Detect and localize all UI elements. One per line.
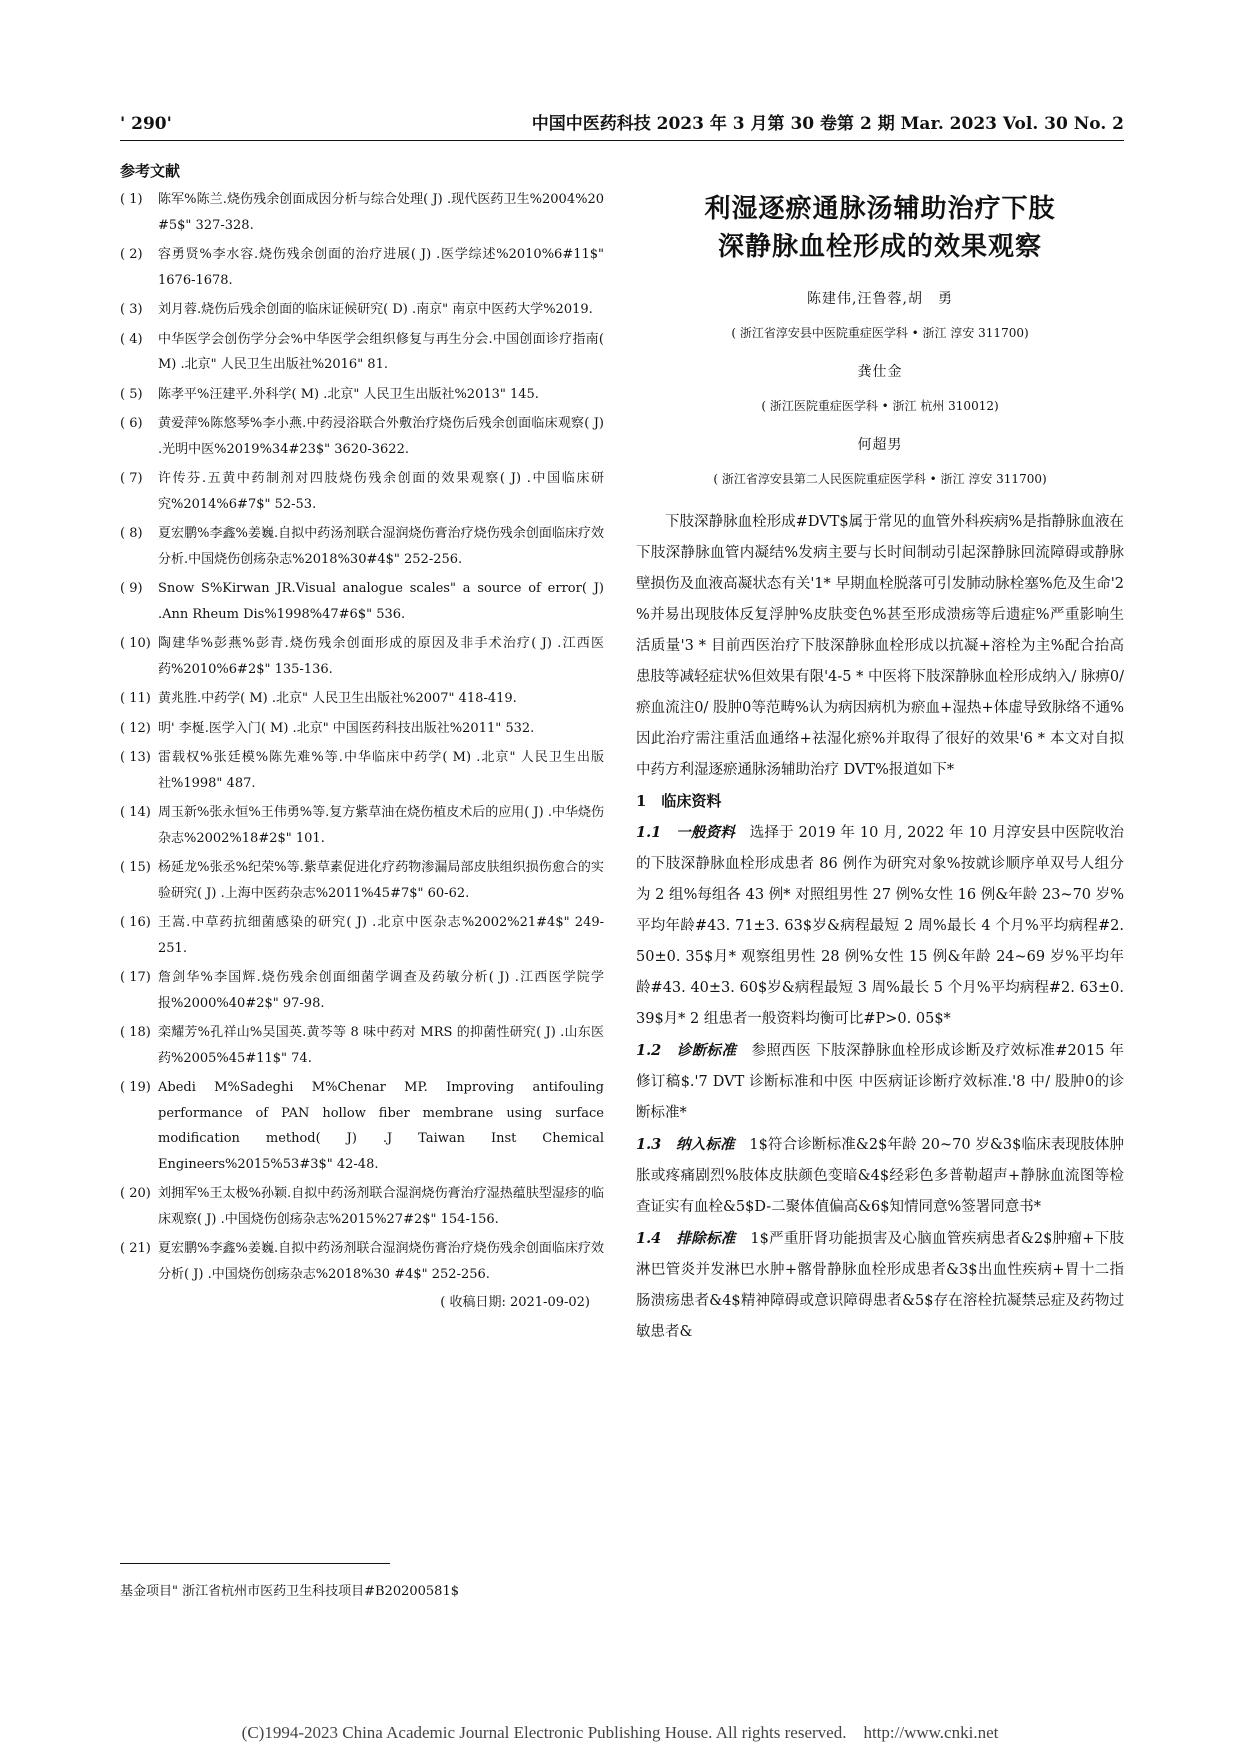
subsection-label: 1.4 排除标准: [636, 1230, 736, 1247]
reference-number: ( 10): [120, 636, 151, 651]
running-header: [120, 104, 1124, 134]
reference-text: 夏宏鹏%李鑫%姜巍.自拟中药汤剂联合湿润烧伤膏治疗烧伤残余创面临床疗效分析.中国烧伤创疡杂志%2018%30#4$" 252-256.: [158, 526, 604, 567]
journal-citation: 中国中医药科技 2023 年 3 月第 30 卷第 2 期 Mar. 2023 Vol. 30 No. 2: [531, 114, 1124, 134]
reference-number: ( 15): [120, 860, 151, 875]
right-column: [636, 190, 1124, 1348]
subsection-paragraph: [636, 1035, 1124, 1129]
article-title-line: 利湿逐瘀通脉汤辅助治疗下肢: [704, 194, 1056, 224]
reference-number: ( 7): [120, 471, 143, 486]
reference-item: [120, 745, 604, 796]
reference-text: 容勇贤%李水容.烧伤残余创面的治疗进展( J) .医学综述%2010%6#11$" 1676-1678.: [158, 247, 604, 288]
reference-item: [120, 631, 604, 682]
author-affiliation: ( 浙江省淳安县第二人民医院重症医学科 • 浙江 淳安 311700): [713, 472, 1047, 486]
reference-item: [120, 187, 604, 238]
reference-text: 王嵩.中草药抗细菌感染的研究( J) .北京中医杂志%2002%21#4$" 249-251.: [158, 915, 604, 956]
intro-paragraph: 下肢深静脉血栓形成#DVT$属于常见的血管外科疾病%是指静脉血液在下肢深静脉血管内凝结%发病主要与长时间制动引起深静脉回流障碍或静脉壁损伤及血液高凝状态有关'1* 早期血栓脱落可引发肺动脉栓塞%危及生命'2 %并易出现肢体反复浮肿%皮肤变色%甚至形成溃疡等后遗症%严重影响生活质量'3 * 目前西医治疗下肢深静脉血栓形成以抗凝+溶栓为主%配合抬高患肢等减轻症状%但效果有限'4-5 * 中医将下肢深静脉血栓形成纳入/ 脉痹0/ 瘀血流注0/ 股肿0等范畴%认为病因病机为瘀血+湿热+体虚导致脉络不通%因此治疗需注重活血通络+祛湿化瘀%并取得了很好的效果'6 * 本文对自拟中药方利湿逐瘀通脉汤辅助治疗 DVT%报道如下*: [636, 514, 1124, 778]
reference-item: [120, 855, 604, 906]
article-title-line: 深静脉血栓形成的效果观察: [717, 232, 1042, 262]
reference-text: 周玉新%张永恒%王伟勇%等.复方紫草油在烧伤植皮术后的应用( J) .中华烧伤杂志%2002%18#2$" 101.: [158, 805, 604, 846]
footnote-rule: [120, 1563, 390, 1564]
section-heading: 1 临床资料: [636, 792, 722, 810]
reference-item: [120, 327, 604, 378]
reference-item: [120, 411, 604, 462]
reference-number: ( 6): [120, 416, 143, 431]
reference-text: 刘月蓉.烧伤后残余创面的临床证候研究( D) .南京" 南京中医药大学%2019.: [158, 302, 593, 317]
reference-text: 栾耀芳%孔祥山%吴国英.黄芩等 8 味中药对 MRS 的抑菌性研究( J) .山东医药%2005%45#11$" 74.: [158, 1025, 604, 1066]
reference-number: ( 2): [120, 247, 143, 262]
reference-text: 雷载权%张廷模%陈先难%等.中华临床中药学( M) .北京" 人民卫生出版社%1998" 487.: [158, 750, 604, 791]
reference-number: ( 1): [120, 192, 143, 207]
reference-item: [120, 1075, 604, 1177]
reference-text: 陈孝平%汪建平.外科学( M) .北京" 人民卫生出版社%2013" 145.: [158, 386, 539, 402]
reference-number: ( 9): [120, 581, 143, 596]
received-date: ( 收稿日期: 2021-09-02): [440, 1295, 590, 1310]
reference-text: 黄爱萍%陈悠琴%李小燕.中药浸浴联合外敷治疗烧伤后残余创面临床观察( J) .光明中医%2019%34#23$" 3620-3622.: [158, 416, 604, 457]
left-column: [120, 160, 604, 1310]
reference-text: 明' 李梴.医学入门( M) .北京" 中国医药科技出版社%2011" 532.: [158, 720, 535, 736]
subsection-paragraph: [636, 817, 1124, 1035]
reference-item: [120, 1020, 604, 1071]
reference-item: [120, 1181, 604, 1232]
reference-number: ( 4): [120, 331, 143, 347]
author-names: 何超男: [857, 437, 903, 453]
reference-item: [120, 521, 604, 572]
reference-text: 许传芬.五黄中药制剂对四肢烧伤残余创面的效果观察( J) .中国临床研究%2014%6#7$" 52-53.: [158, 471, 604, 512]
reference-number: ( 11): [120, 691, 151, 706]
reference-number: ( 3): [120, 302, 143, 317]
subsection-text: 1$符合诊断标准&2$年龄 20~70 岁&3$临床表现肢体肿胀或疼痛剧烈%肢体皮肤颜色变暗&4$经彩色多普勒超声+静脉血流图等检查证实有血栓&5$D-二聚体值偏高&6$知情同意%签署同意书*: [636, 1137, 1125, 1215]
reference-item: [120, 242, 604, 293]
reference-item: [120, 1236, 604, 1287]
author-names: 陈建伟,汪鲁蓉,胡 勇: [807, 291, 953, 307]
subsection-label: 1.3 纳入标准: [636, 1136, 735, 1153]
reference-item: [120, 576, 604, 627]
reference-number: ( 14): [120, 805, 151, 820]
reference-number: ( 19): [120, 1080, 151, 1095]
reference-item: [120, 686, 604, 712]
reference-text: Snow S%Kirwan JR.Visual analogue scales" a source of error( J) .Ann Rheum Dis%1998%47#6$" 536.: [158, 581, 604, 622]
subsection-text: 选择于 2019 年 10 月, 2022 年 10 月淳安县中医院收治的下肢深静脉血栓形成患者 86 例作为研究对象%按就诊顺序单双号人组分为 2 组%每组各 43 例* 对照组男性 27 例%女性 16 例&年龄 23~70 岁%平均年龄#43. 71±3. 63$岁&病程最短 2 周%最长 4 个月%平均病程#2. 50±0. 35$月* 观察组男性 28 例%女性 15 例&年龄 24~69 岁%平均年龄#43. 40±3. 60$岁&病程最短 3 周%最长 5 个月%平均病程#2. 63±0. 39$月* 2 组患者一般资料均衡可比#P>0. 05$*: [636, 825, 1124, 1027]
reference-text: Abedi M%Sadeghi M%Chenar MP. Improving antifouling performance of PAN hollow fiber membrane using surface modification method( J) .J Taiwan Inst Chemical Engineers%2015%53#3$" 42-48.: [158, 1080, 604, 1172]
subsection-label: 1.2 诊断标准: [636, 1042, 737, 1059]
author-names: 龚仕金: [857, 364, 903, 380]
reference-text: 刘拥军%王太极%孙颖.自拟中药汤剂联合湿润烧伤膏治疗湿热蕴肤型湿疹的临床观察( J) .中国烧伤创疡杂志%2015%27#2$" 154-156.: [158, 1186, 604, 1227]
references-title: 参考文献: [120, 162, 181, 180]
reference-number: ( 5): [120, 386, 143, 402]
reference-item: [120, 910, 604, 961]
reference-item: [120, 716, 604, 742]
reference-item: [120, 800, 604, 851]
page-number: ' 290': [120, 114, 172, 134]
reference-number: ( 8): [120, 526, 143, 541]
reference-text: 詹剑华%李国辉.烧伤残余创面细菌学调查及药敏分析( J) .江西医学院学报%2000%40#2$" 97-98.: [158, 970, 604, 1011]
author-affiliation: ( 浙江医院重症医学科 • 浙江 杭州 310012): [761, 399, 999, 413]
reference-item: [120, 297, 604, 323]
reference-text: 陈军%陈兰.烧伤残余创面成因分析与综合处理( J) .现代医药卫生%2004%20 #5$" 327-328.: [158, 192, 604, 233]
reference-number: ( 21): [120, 1241, 151, 1256]
reference-number: ( 13): [120, 750, 151, 765]
subsection-text: 1$严重肝肾功能损害及心脑血管疾病患者&2$肿瘤+下肢淋巴管炎并发淋巴水肿+髂骨静脉血栓形成患者&3$出血性疾病+胃十二指肠溃疡患者&4$精神障碍或意识障碍患者&5$存在溶栓抗凝禁忌症及药物过敏患者&: [636, 1231, 1124, 1340]
reference-list: [120, 187, 604, 1287]
reference-text: 夏宏鹏%李鑫%姜巍.自拟中药汤剂联合湿润烧伤膏治疗烧伤残余创面临床疗效分析( J) .中国烧伤创疡杂志%2018%30 #4$" 252-256.: [158, 1241, 604, 1282]
reference-number: ( 12): [120, 720, 151, 736]
funding-footnote: 基金项目" 浙江省杭州市医药卫生科技项目#B20200581$: [120, 1584, 459, 1599]
subsection-label: 1.1 一般资料: [636, 824, 735, 841]
article-title: [636, 190, 1124, 266]
reference-text: 陶建华%彭燕%彭青.烧伤残余创面形成的原因及非手术治疗( J) .江西医药%2010%6#2$" 135-136.: [158, 636, 604, 677]
subsection-paragraph: [636, 1223, 1124, 1348]
reference-item: [120, 382, 604, 408]
header-rule: [120, 140, 1124, 141]
reference-text: 杨延龙%张丞%纪荣%等.紫草素促进化疗药物渗漏局部皮肤组织损伤愈合的实验研究( J) .上海中医药杂志%2011%45#7$" 60-62.: [158, 860, 604, 901]
reference-item: [120, 965, 604, 1016]
reference-number: ( 16): [120, 915, 151, 930]
subsection-text: 参照西医 下肢深静脉血栓形成诊断及疗效标准#2015 年修订稿$.'7 DVT 诊断标准和中医 中医病证诊断疗效标准.'8 中/ 股肿0的诊断标准*: [636, 1043, 1124, 1121]
reference-text: 黄兆胜.中药学( M) .北京" 人民卫生出版社%2007" 418-419.: [158, 691, 517, 706]
author-affiliation: ( 浙江省淳安县中医院重症医学科 • 浙江 淳安 311700): [731, 326, 1029, 340]
copyright-notice: (C)1994-2023 China Academic Journal Electronic Publishing House. All rights reserved. http://www.cnki.net: [241, 1723, 999, 1742]
reference-number: ( 17): [120, 970, 151, 985]
reference-item: [120, 466, 604, 517]
reference-number: ( 20): [120, 1186, 151, 1201]
reference-number: ( 18): [120, 1025, 151, 1040]
reference-text: 中华医学会创伤学分会%中华医学会组织修复与再生分会.中国创面诊疗指南( M) .北京" 人民卫生出版社%2016" 81.: [158, 331, 604, 372]
subsection-paragraph: [636, 1129, 1124, 1223]
